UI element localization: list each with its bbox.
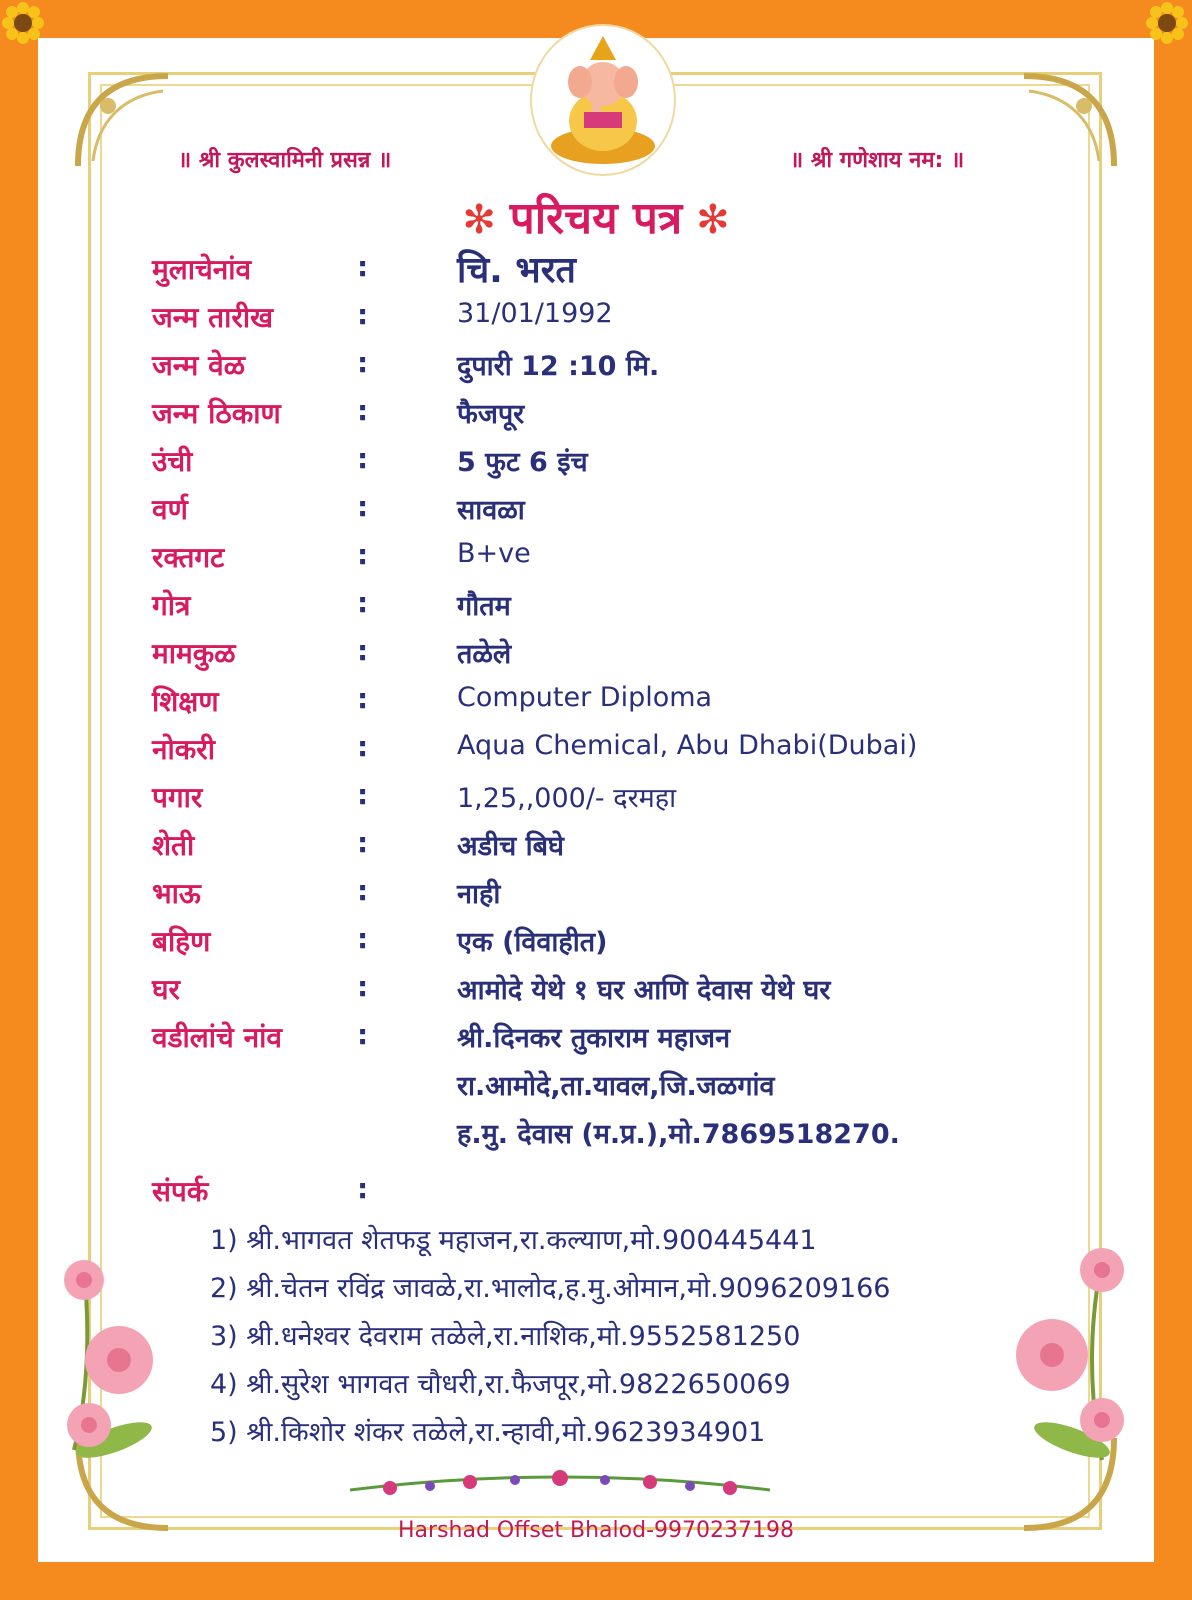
detail-label: नोकरी (152, 733, 216, 766)
contact-header-row (152, 1172, 1052, 1212)
detail-label: वडीलांचे नांव (152, 1021, 282, 1054)
kulswamini-blessing: ॥ श्री कुलस्वामिनी प्रसन्न ॥ (178, 148, 392, 173)
detail-label: जन्म वेळ (152, 349, 246, 382)
ganesha-blessing: ॥ श्री गणेशाय नम: ॥ (790, 148, 965, 173)
gold-scroll-icon (1014, 66, 1124, 176)
colon: : (357, 634, 369, 667)
gold-scroll-icon (68, 66, 178, 176)
colon: : (357, 442, 369, 475)
detail-label: मुलाचेनांव (152, 253, 252, 286)
colon: : (357, 970, 369, 1003)
detail-value: 1,25,,000/- दरमहा (457, 783, 677, 814)
detail-row-father (152, 1018, 1052, 1058)
detail-row-salary (152, 778, 1052, 818)
colon: : (357, 922, 369, 955)
detail-label: गोत्र (152, 589, 191, 622)
detail-value: श्री.दिनकर तुकाराम महाजन (457, 1023, 731, 1054)
detail-value: फैजपूर (457, 399, 525, 430)
sunflower-icon (2, 2, 44, 44)
detail-label: शिक्षण (152, 685, 219, 718)
colon: : (357, 586, 369, 619)
colon: : (357, 394, 369, 427)
colon: : (357, 682, 369, 715)
contact-item: 5) श्री.किशोर शंकर तळेले,रा.न्हावी,मो.9623934901 (210, 1417, 766, 1448)
detail-value: एक (विवाहीत) (457, 927, 608, 958)
contact-item: 1) श्री.भागवत शेतफडू महाजन,रा.कल्याण,मो.900445441 (210, 1225, 817, 1256)
detail-label: बहिण (152, 925, 211, 958)
colon: : (357, 1018, 369, 1051)
page-title (0, 186, 1192, 246)
printer-credit: Harshad Offset Bhalod-9970237198 (398, 1518, 794, 1543)
detail-value: नाही (457, 879, 501, 910)
detail-row-birth-time (152, 346, 1052, 386)
detail-value: तळेले (457, 639, 512, 670)
detail-row-dob (152, 298, 1052, 338)
detail-label: मामकुळ (152, 637, 236, 670)
detail-row-house (152, 970, 1052, 1010)
detail-row-blood-group (152, 538, 1052, 578)
father-address-line: रा.आमोदे,ता.यावल,जि.जळगांव (457, 1071, 775, 1102)
father-address-line: ह.मु. देवास (म.प्र.),मो.7869518270. (457, 1119, 900, 1150)
detail-value: आमोदे येथे १ घर आणि देवास येथे घर (457, 975, 831, 1006)
detail-row-job (152, 730, 1052, 770)
detail-label: जन्म तारीख (152, 301, 273, 334)
asterisk-icon: ✻ (682, 197, 730, 243)
flower-garland-icon (350, 1468, 770, 1508)
detail-value: B+ve (457, 538, 531, 569)
detail-label: भाऊ (152, 877, 201, 910)
colon: : (357, 298, 369, 331)
colon: : (357, 874, 369, 907)
ganesha-icon (530, 24, 676, 176)
detail-row-mamkul (152, 634, 1052, 674)
colon: : (357, 778, 369, 811)
detail-value: 5 फुट 6 इंच (457, 447, 588, 478)
detail-row-name (152, 250, 1052, 290)
lotus-flower-icon (44, 1250, 184, 1470)
detail-value: चि. भरत (457, 250, 576, 291)
contact-item: 3) श्री.धनेश्वर देवराम तळेले,रा.नाशिक,मो.9552581250 (210, 1321, 801, 1352)
colon: : (357, 346, 369, 379)
colon: : (357, 538, 369, 571)
detail-row-complexion (152, 490, 1052, 530)
title-text: परिचय पत्र (509, 193, 683, 244)
detail-value: Aqua Chemical, Abu Dhabi(Dubai) (457, 730, 918, 761)
lotus-flower-icon (992, 1240, 1142, 1470)
detail-label: उंची (152, 445, 193, 478)
detail-label: घर (152, 973, 181, 1006)
colon: : (357, 1172, 369, 1205)
detail-value: अडीच बिघे (457, 831, 564, 862)
detail-label: रक्तगट (152, 541, 225, 574)
detail-row-farm (152, 826, 1052, 866)
detail-label: वर्ण (152, 493, 188, 526)
colon: : (357, 730, 369, 763)
asterisk-icon: ✻ (462, 197, 510, 243)
colon: : (357, 250, 369, 283)
detail-value: दुपारी 12 :10 मि. (457, 351, 660, 382)
detail-label: शेती (152, 829, 195, 862)
detail-row-gotra (152, 586, 1052, 626)
detail-row-height (152, 442, 1052, 482)
contact-item: 2) श्री.चेतन रविंद्र जावळे,रा.भालोद,ह.मु.ओमान,मो.9096209166 (210, 1273, 891, 1304)
detail-row-sister (152, 922, 1052, 962)
contact-label: संपर्क (152, 1175, 209, 1208)
colon: : (357, 490, 369, 523)
colon: : (357, 826, 369, 859)
detail-label: जन्म ठिकाण (152, 397, 281, 430)
detail-value: गौतम (457, 591, 511, 622)
detail-row-education (152, 682, 1052, 722)
detail-value: सावळा (457, 495, 525, 526)
detail-value: 31/01/1992 (457, 298, 613, 329)
detail-value: Computer Diploma (457, 682, 713, 713)
detail-label: पगार (152, 781, 203, 814)
contact-item: 4) श्री.सुरेश भागवत चौधरी,रा.फैजपूर,मो.9822650069 (210, 1369, 791, 1400)
detail-row-brother (152, 874, 1052, 914)
sunflower-icon (1146, 2, 1188, 44)
detail-row-birth-place (152, 394, 1052, 434)
